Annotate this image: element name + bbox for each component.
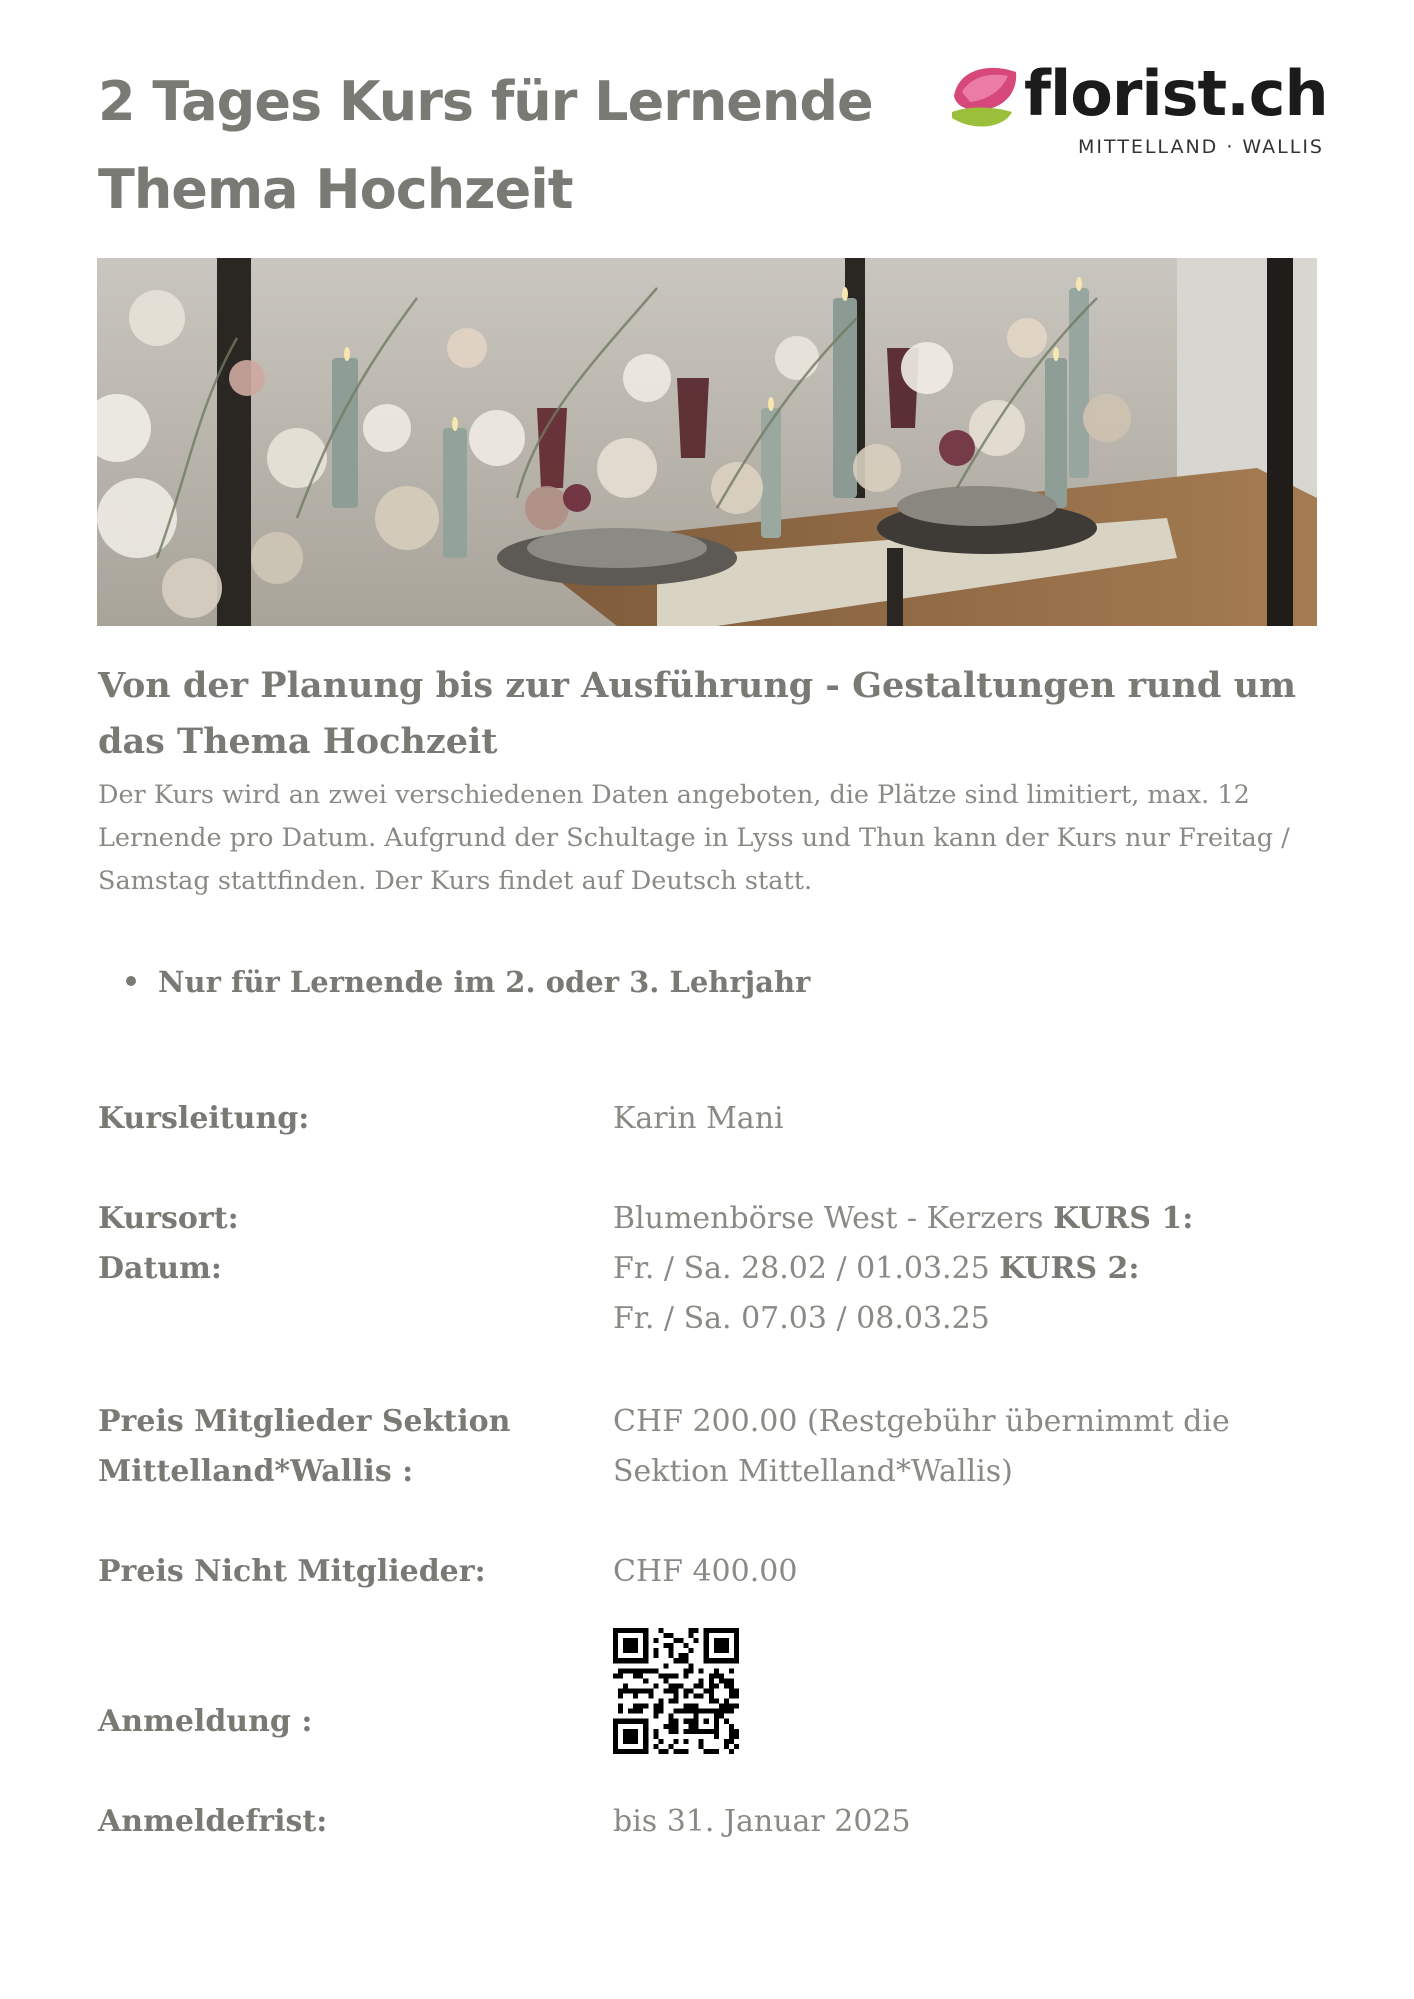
anmeldefrist-value: bis 31. Januar 2025: [613, 1804, 911, 1839]
kursleitung-label: Kursleitung:: [98, 1101, 310, 1136]
kurs1-dates: Fr. / Sa. 28.02 / 01.03.25: [613, 1251, 990, 1286]
preis-nicht-label: Preis Nicht Mitglieder:: [98, 1554, 486, 1589]
hero-photo: [97, 258, 1317, 626]
kursort-value: Blumenbörse West - Kerzers: [613, 1201, 1044, 1236]
preis-mitglieder-label-line2: Mittelland*Wallis :: [98, 1454, 414, 1489]
datum-label: Datum:: [98, 1251, 222, 1286]
kurs2-label: KURS 2:: [999, 1251, 1140, 1286]
logo-region: MITTELLAND · WALLIS: [1077, 136, 1324, 158]
wedding-table-illustration: [97, 258, 1317, 626]
title-line-1: 2 Tages Kurs für Lernende: [98, 70, 873, 133]
bullet-dot: [126, 976, 136, 986]
requirement-text: Nur für Lernende im 2. oder 3. Lehrjahr: [158, 965, 811, 999]
kursleitung-value: Karin Mani: [613, 1101, 784, 1136]
kursort-datum-value: [613, 1194, 1333, 1344]
flower-logo-icon: [948, 62, 1022, 134]
kurs2-dates: Fr. / Sa. 07.03 / 08.03.25: [613, 1301, 990, 1336]
preis-mitglieder-label-line1: Preis Mitglieder Sektion: [98, 1404, 511, 1439]
logo-wordmark: florist.ch: [1024, 57, 1328, 130]
title-line-2: Thema Hochzeit: [98, 158, 573, 221]
preis-mitglieder-label: [98, 1397, 598, 1497]
preis-mitglieder-value-line1: CHF 200.00 (Restgebühr übernimmt die: [613, 1404, 1230, 1439]
anmeldung-label: Anmeldung :: [98, 1704, 313, 1739]
preis-mitglieder-value-line2: Sektion Mittelland*Wallis): [613, 1454, 1013, 1489]
preis-nicht-value: CHF 400.00: [613, 1554, 798, 1589]
requirement-bullet: [98, 960, 1298, 1004]
anmeldefrist-label: Anmeldefrist:: [98, 1804, 328, 1839]
course-subtitle: Von der Planung bis zur Ausführung - Gestaltungen rund um das Thema Hochzeit: [98, 665, 1297, 762]
kursort-datum-labels: [98, 1194, 598, 1294]
kurs1-label: KURS 1:: [1053, 1201, 1194, 1236]
page-title: [98, 58, 873, 234]
intro-paragraph: Der Kurs wird an zwei verschiedenen Daten angeboten, die Plätze sind limitiert, max. 12 Lernende pro Datum. Aufgrund der Schultage in Lyss und Thun kann der Kurs nur Freitag / Samstag stattfinden. Der Kurs findet auf Deutsch statt.: [98, 780, 1290, 896]
preis-mitglieder-value: [613, 1397, 1333, 1497]
florist-logo[interactable]: [948, 57, 1328, 162]
kursort-label: Kursort:: [98, 1201, 239, 1236]
qr-code-icon: [613, 1628, 739, 1754]
registration-qr-code[interactable]: [613, 1628, 739, 1754]
